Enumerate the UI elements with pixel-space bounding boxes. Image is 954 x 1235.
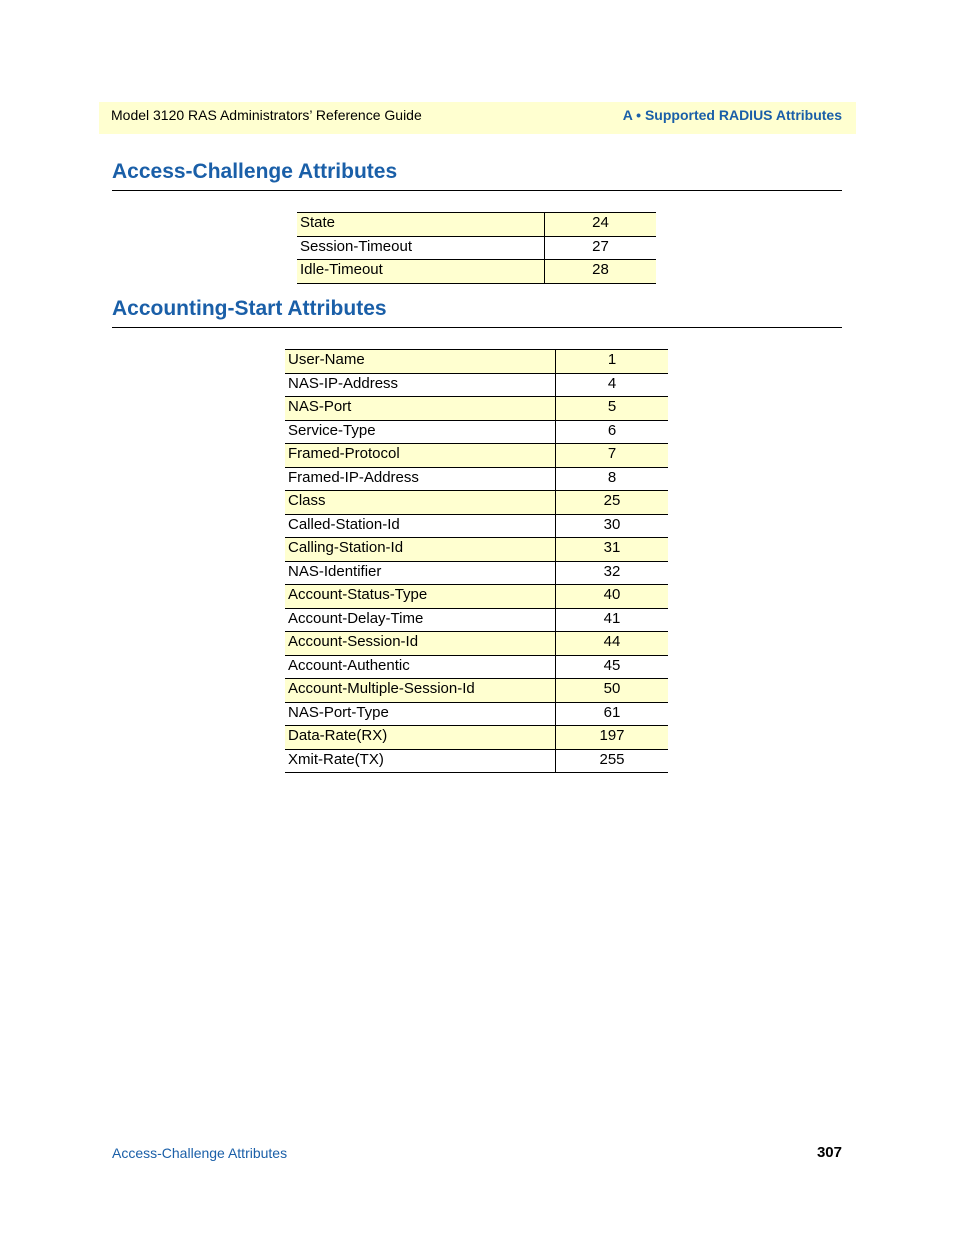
attribute-id: 8 <box>556 467 669 491</box>
attribute-id: 31 <box>556 538 669 562</box>
table-row <box>285 561 668 585</box>
attribute-name: NAS-Port <box>285 397 556 421</box>
accounting-start-table <box>285 349 668 773</box>
attribute-id: 40 <box>556 585 669 609</box>
section-divider <box>112 190 842 191</box>
attribute-id: 44 <box>556 632 669 656</box>
table-row <box>285 608 668 632</box>
attribute-id: 45 <box>556 655 669 679</box>
attribute-name: NAS-Port-Type <box>285 702 556 726</box>
attribute-name: Framed-Protocol <box>285 444 556 468</box>
attribute-name: Account-Session-Id <box>285 632 556 656</box>
attribute-id: 24 <box>545 213 657 237</box>
attribute-name: Data-Rate(RX) <box>285 726 556 750</box>
running-header <box>99 102 856 134</box>
attribute-name: Class <box>285 491 556 515</box>
attribute-name: Framed-IP-Address <box>285 467 556 491</box>
attribute-name: NAS-IP-Address <box>285 373 556 397</box>
table-row <box>285 679 668 703</box>
section-title-accounting-start: Accounting-Start Attributes <box>112 297 387 320</box>
attribute-id: 1 <box>556 350 669 374</box>
attribute-name: Account-Multiple-Session-Id <box>285 679 556 703</box>
attribute-id: 255 <box>556 749 669 773</box>
attribute-id: 32 <box>556 561 669 585</box>
table-row <box>285 632 668 656</box>
table-row <box>285 350 668 374</box>
table-row <box>297 213 656 237</box>
attribute-name: User-Name <box>285 350 556 374</box>
attribute-name: Idle-Timeout <box>297 260 545 284</box>
table-row <box>297 236 656 260</box>
attribute-id: 7 <box>556 444 669 468</box>
chapter-title: A • Supported RADIUS Attributes <box>622 107 842 123</box>
attribute-id: 61 <box>556 702 669 726</box>
table-row <box>285 444 668 468</box>
table-row <box>285 538 668 562</box>
attribute-id: 30 <box>556 514 669 538</box>
table-row <box>285 467 668 491</box>
table-row <box>285 491 668 515</box>
table-row <box>285 397 668 421</box>
page-number: 307 <box>816 1144 842 1161</box>
attribute-id: 6 <box>556 420 669 444</box>
guide-title: Model 3120 RAS Administrators’ Reference Guide <box>111 107 422 123</box>
attribute-id: 41 <box>556 608 669 632</box>
attribute-name: Session-Timeout <box>297 236 545 260</box>
attribute-id: 4 <box>556 373 669 397</box>
table-row <box>285 726 668 750</box>
table-row <box>285 655 668 679</box>
attribute-id: 27 <box>545 236 657 260</box>
attribute-name: Called-Station-Id <box>285 514 556 538</box>
table-row <box>297 260 656 284</box>
attribute-name: Account-Delay-Time <box>285 608 556 632</box>
access-challenge-table <box>297 212 656 284</box>
section-divider <box>112 327 842 328</box>
section-title-access-challenge: Access-Challenge Attributes <box>112 160 398 183</box>
attribute-id: 28 <box>545 260 657 284</box>
table-row <box>285 420 668 444</box>
attribute-name: State <box>297 213 545 237</box>
attribute-id: 5 <box>556 397 669 421</box>
table-row <box>285 373 668 397</box>
attribute-name: Account-Status-Type <box>285 585 556 609</box>
footer-section-name: Access-Challenge Attributes <box>112 1145 288 1161</box>
attribute-id: 25 <box>556 491 669 515</box>
table-row <box>285 514 668 538</box>
table-row <box>285 585 668 609</box>
table-row <box>285 702 668 726</box>
attribute-id: 50 <box>556 679 669 703</box>
attribute-name: Xmit-Rate(TX) <box>285 749 556 773</box>
attribute-name: Calling-Station-Id <box>285 538 556 562</box>
attribute-name: NAS-Identifier <box>285 561 556 585</box>
attribute-id: 197 <box>556 726 669 750</box>
table-row <box>285 749 668 773</box>
attribute-name: Account-Authentic <box>285 655 556 679</box>
attribute-name: Service-Type <box>285 420 556 444</box>
